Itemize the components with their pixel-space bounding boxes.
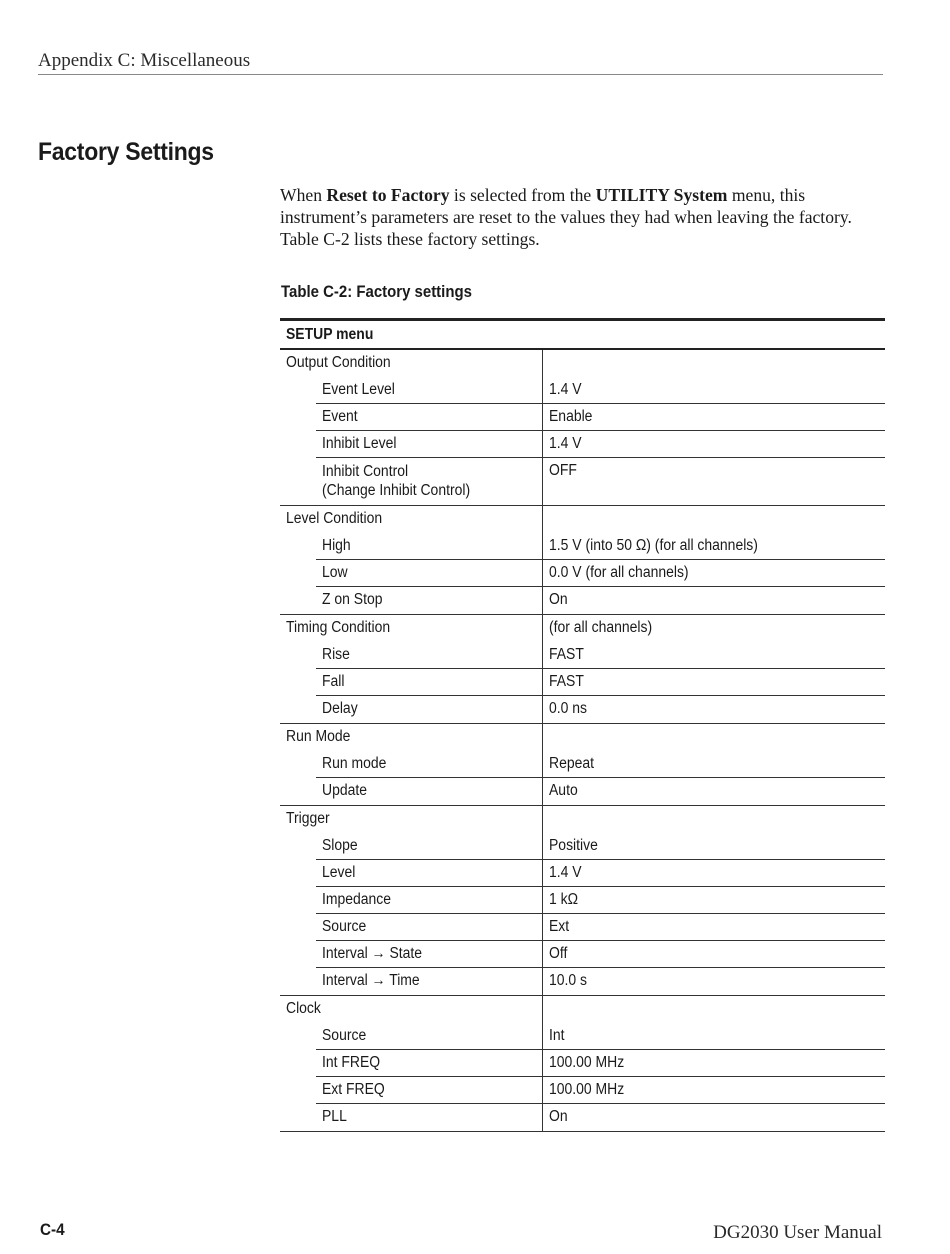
setting-value-cell bbox=[543, 560, 885, 587]
group-value: (for all channels) bbox=[549, 619, 653, 636]
table-group bbox=[280, 615, 885, 724]
running-head: Appendix C: Miscellaneous bbox=[38, 50, 251, 71]
setting-name: Interval → Time bbox=[322, 972, 420, 989]
setting-name: PLL bbox=[322, 1108, 347, 1125]
setting-name-cell bbox=[280, 696, 543, 723]
setting-name-cell bbox=[280, 642, 543, 669]
setting-name-cell bbox=[280, 860, 543, 887]
group-label-cell bbox=[280, 506, 543, 533]
setting-value-cell bbox=[543, 431, 885, 458]
setting-name-cell bbox=[280, 587, 543, 614]
setting-value: FAST bbox=[549, 673, 584, 690]
table-group bbox=[280, 350, 885, 506]
setting-value-cell bbox=[543, 669, 885, 696]
table-group bbox=[280, 996, 885, 1132]
table-row bbox=[280, 1077, 885, 1104]
setting-value-cell bbox=[543, 1023, 885, 1050]
table-caption: Table C-2: Factory settings bbox=[281, 282, 472, 301]
table-row bbox=[280, 669, 885, 696]
setting-value-cell bbox=[543, 860, 885, 887]
table-row bbox=[280, 996, 885, 1023]
setting-name: Run mode bbox=[322, 755, 387, 772]
group-label-cell bbox=[280, 996, 543, 1023]
setting-value-cell bbox=[543, 642, 885, 669]
setting-value: FAST bbox=[549, 646, 584, 663]
setting-value-cell bbox=[543, 751, 885, 778]
setting-name: Inhibit Control (Change Inhibit Control) bbox=[322, 463, 471, 499]
table-row bbox=[280, 615, 885, 642]
table-group bbox=[280, 806, 885, 996]
table-row bbox=[280, 377, 885, 404]
table-body bbox=[280, 350, 885, 1132]
setting-value: 1 kΩ bbox=[549, 891, 579, 908]
group-label-cell bbox=[280, 615, 543, 642]
setting-value-cell bbox=[543, 458, 885, 505]
group-label: Trigger bbox=[286, 810, 330, 827]
setting-name: High bbox=[322, 537, 351, 554]
table-row bbox=[280, 458, 885, 505]
table-row bbox=[280, 1104, 885, 1131]
setting-name-cell bbox=[280, 1050, 543, 1077]
setting-value: 1.4 V bbox=[549, 864, 582, 881]
group-value-cell bbox=[543, 506, 885, 533]
setting-name-cell bbox=[280, 1077, 543, 1104]
table-row bbox=[280, 560, 885, 587]
setting-value: 100.00 MHz bbox=[549, 1081, 625, 1098]
setting-name: Impedance bbox=[322, 891, 392, 908]
table-row bbox=[280, 506, 885, 533]
setting-name: Low bbox=[322, 564, 348, 581]
intro-bold-reset-to-factory: Reset to Factory bbox=[326, 185, 450, 205]
setting-value: Enable bbox=[549, 408, 593, 425]
group-value-cell bbox=[543, 996, 885, 1023]
setting-value-cell bbox=[543, 1050, 885, 1077]
setting-name-cell bbox=[280, 887, 543, 914]
setting-name-cell bbox=[280, 669, 543, 696]
setting-value: 100.00 MHz bbox=[549, 1054, 625, 1071]
setting-name: Ext FREQ bbox=[322, 1081, 385, 1098]
table-row bbox=[280, 968, 885, 995]
setting-value-cell bbox=[543, 1077, 885, 1104]
setting-value: 1.5 V (into 50 Ω) (for all channels) bbox=[549, 537, 758, 554]
table-row bbox=[280, 724, 885, 751]
setting-value: 1.4 V bbox=[549, 435, 582, 452]
table-row bbox=[280, 587, 885, 614]
table-row bbox=[280, 860, 885, 887]
setting-value-cell bbox=[543, 533, 885, 560]
factory-settings-table bbox=[280, 318, 885, 1132]
intro-text-1: When bbox=[280, 185, 327, 205]
setting-value: 0.0 ns bbox=[549, 700, 588, 717]
group-label-cell bbox=[280, 350, 543, 377]
setting-name-cell bbox=[280, 533, 543, 560]
table-row bbox=[280, 941, 885, 968]
intro-bold-utility-system: UTILITY System bbox=[595, 185, 728, 205]
setting-value: Int bbox=[549, 1027, 565, 1044]
setting-name-cell bbox=[280, 1023, 543, 1050]
group-value-cell bbox=[543, 615, 885, 642]
table-row bbox=[280, 696, 885, 723]
table-header-label: SETUP menu bbox=[286, 326, 374, 343]
group-value-cell bbox=[543, 806, 885, 833]
setting-value-cell bbox=[543, 696, 885, 723]
setting-value-cell bbox=[543, 404, 885, 431]
manual-name: DG2030 User Manual bbox=[713, 1222, 882, 1243]
setting-value-cell bbox=[543, 914, 885, 941]
table-row bbox=[280, 914, 885, 941]
setting-value-cell bbox=[543, 587, 885, 614]
setting-name-cell bbox=[280, 431, 543, 458]
setting-name: Rise bbox=[322, 646, 350, 663]
group-label: Output Condition bbox=[286, 354, 391, 371]
setting-value: 1.4 V bbox=[549, 381, 582, 398]
group-label-cell bbox=[280, 724, 543, 751]
table-group bbox=[280, 724, 885, 806]
header-rule bbox=[38, 74, 883, 75]
table-row bbox=[280, 887, 885, 914]
setting-value: Positive bbox=[549, 837, 598, 854]
group-label: Run Mode bbox=[286, 728, 351, 745]
group-label: Clock bbox=[286, 1000, 321, 1017]
table-row bbox=[280, 1023, 885, 1050]
setting-name-cell bbox=[280, 404, 543, 431]
setting-name: Int FREQ bbox=[322, 1054, 381, 1071]
setting-value: Repeat bbox=[549, 755, 594, 772]
setting-value-cell bbox=[543, 833, 885, 860]
table-row bbox=[280, 778, 885, 805]
setting-value: 0.0 V (for all channels) bbox=[549, 564, 689, 581]
setting-value: Off bbox=[549, 945, 568, 962]
setting-name-cell bbox=[280, 751, 543, 778]
setting-name-cell bbox=[280, 1104, 543, 1131]
table-row bbox=[280, 806, 885, 833]
setting-value-cell bbox=[543, 887, 885, 914]
table-row bbox=[280, 1050, 885, 1077]
setting-value: Ext bbox=[549, 918, 570, 935]
setting-value: OFF bbox=[549, 462, 577, 479]
setting-value-cell bbox=[543, 377, 885, 404]
setting-name: Level bbox=[322, 864, 356, 881]
setting-name: Source bbox=[322, 918, 367, 935]
setting-name-cell bbox=[280, 968, 543, 995]
setting-name: Update bbox=[322, 782, 367, 799]
setting-name-cell bbox=[280, 377, 543, 404]
intro-paragraph bbox=[280, 184, 890, 250]
setting-name-cell bbox=[280, 941, 543, 968]
table-header bbox=[280, 318, 885, 350]
intro-text-3: menu, this instrument’s parameters are reset to the values they had when leaving the factory. Table C-2 lists these factory settings. bbox=[280, 185, 852, 249]
section-title: Factory Settings bbox=[38, 138, 214, 166]
setting-value: Auto bbox=[549, 782, 578, 799]
setting-value-cell bbox=[543, 778, 885, 805]
setting-value-cell bbox=[543, 1104, 885, 1131]
setting-name-cell bbox=[280, 778, 543, 805]
setting-name-cell bbox=[280, 458, 543, 505]
group-value-cell bbox=[543, 724, 885, 751]
group-value-cell bbox=[543, 350, 885, 377]
table-row bbox=[280, 642, 885, 669]
table-row bbox=[280, 833, 885, 860]
setting-name: Source bbox=[322, 1027, 367, 1044]
setting-value: On bbox=[549, 591, 568, 608]
setting-name: Event bbox=[322, 408, 358, 425]
setting-name: Slope bbox=[322, 837, 358, 854]
setting-value: 10.0 s bbox=[549, 972, 588, 989]
intro-text-2: is selected from the bbox=[449, 185, 596, 205]
setting-name: Delay bbox=[322, 700, 358, 717]
table-row bbox=[280, 350, 885, 377]
setting-value-cell bbox=[543, 968, 885, 995]
page-number: C-4 bbox=[40, 1220, 65, 1239]
group-label: Level Condition bbox=[286, 510, 383, 527]
table-row bbox=[280, 431, 885, 458]
setting-name-cell bbox=[280, 833, 543, 860]
setting-name-cell bbox=[280, 560, 543, 587]
setting-name: Fall bbox=[322, 673, 345, 690]
setting-value: On bbox=[549, 1108, 568, 1125]
group-label-cell bbox=[280, 806, 543, 833]
setting-value-cell bbox=[543, 941, 885, 968]
table-row bbox=[280, 751, 885, 778]
table-group bbox=[280, 506, 885, 615]
table-row bbox=[280, 533, 885, 560]
setting-name: Inhibit Level bbox=[322, 435, 397, 452]
setting-name: Event Level bbox=[322, 381, 395, 398]
setting-name: Interval → State bbox=[322, 945, 423, 962]
setting-name-cell bbox=[280, 914, 543, 941]
group-label: Timing Condition bbox=[286, 619, 391, 636]
table-row bbox=[280, 404, 885, 431]
setting-name: Z on Stop bbox=[322, 591, 383, 608]
